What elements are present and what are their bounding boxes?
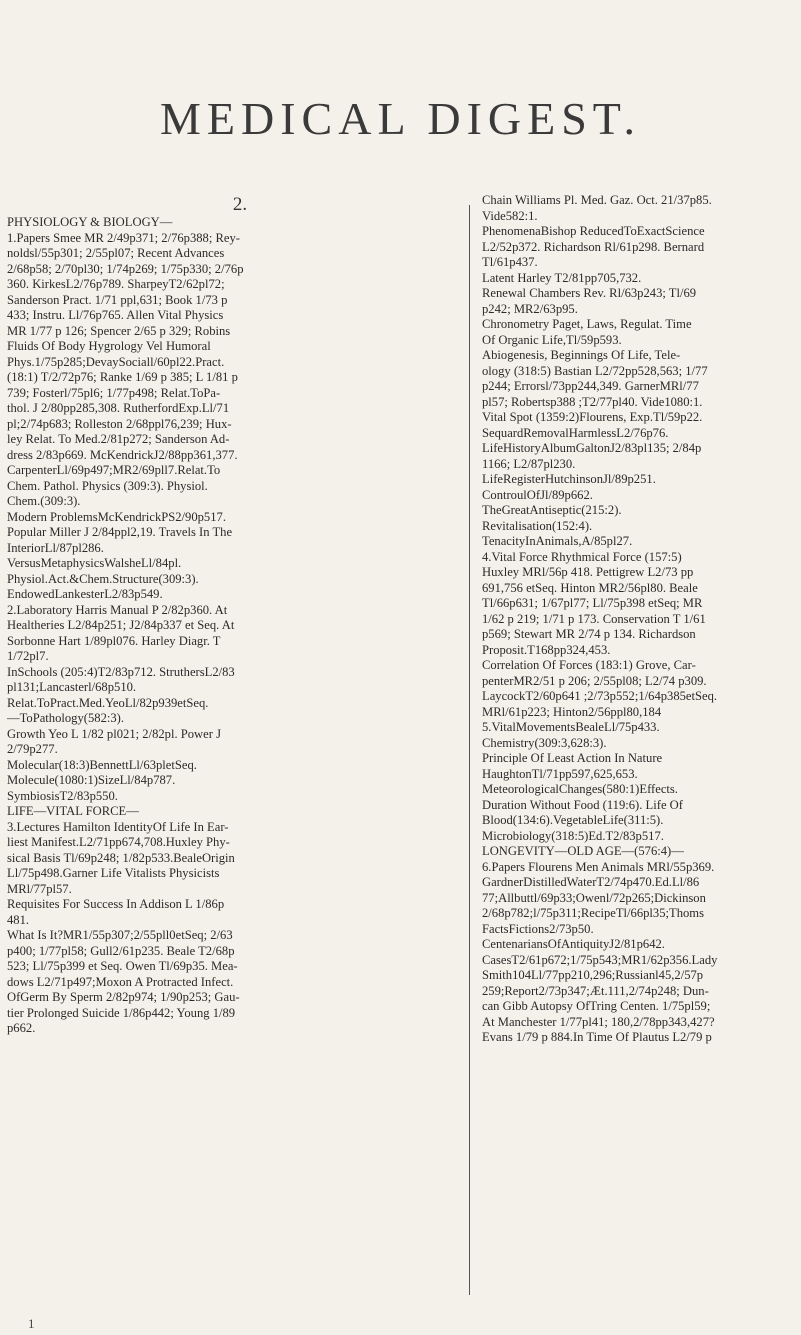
entry-line: 259;Report2/73p347;Æt.111,2/74p248; Dun- [482, 983, 709, 998]
index-entry [7, 820, 466, 898]
index-entry [7, 231, 466, 510]
entry-line: Latent Harley T2/81pp705,732. [482, 270, 642, 285]
entry-line: 77;Allbuttl/69p33;Owenl/72p265;Dickinson [482, 890, 706, 905]
index-entry [7, 758, 466, 774]
entry-line: ley Relat. To Med.2/81p272; Sanderson Ad- [7, 432, 230, 446]
entry-line: Chronometry Paget, Laws, Regulat. Time [482, 317, 692, 331]
entry-line: 481. [7, 912, 30, 927]
entry-line: CarpenterLl/69p497;MR2/69pll7.Relat.To [7, 463, 221, 477]
entry-line: liest Manifest.L2/71pp674,708.Huxley Phy- [7, 835, 230, 849]
entry-line: thol. J 2/80pp285,308. RutherfordExp.Ll/71 [7, 401, 230, 415]
index-entry [7, 510, 466, 557]
entry-line: p569; Stewart MR 2/74 p 134. Richardson [482, 627, 696, 641]
entry-line: Ll/75p498.Garner Life Vitalists Physicists [7, 866, 220, 880]
entry-line: 2/68p782;l/75p311;RecipeTl/66pl35;Thoms [482, 906, 705, 920]
index-entry [482, 503, 798, 519]
index-entry [7, 773, 466, 789]
index-entry [482, 193, 798, 224]
index-entry [482, 798, 798, 829]
entry-line: (18:1) T/2/72p76; Ranke 1/69 p 385; L 1/81 p [7, 370, 238, 384]
entry-line: Requisites For Success In Addison L 1/86p [7, 897, 225, 911]
entry-line: 1/72pl7. [7, 649, 49, 663]
entry-line: Vital Spot (1359:2)Flourens, Exp.Tl/59p22. [482, 410, 703, 424]
entry-line: penterMR2/51 p 206; 2/55pl08; L2/74 p309. [482, 673, 707, 688]
entry-line: Vide582:1. [482, 208, 538, 223]
entry-line: FactsFictions2/73p50. [482, 921, 594, 936]
entry-line: pl131;Lancasterl/68p510. [7, 680, 137, 694]
index-entry [482, 286, 798, 317]
entry-line: LifeRegisterHutchinsonJl/89p251. [482, 472, 656, 486]
section-number: 2. [232, 194, 248, 215]
entry-line: OfGerm By Sperm 2/82p974; 1/90p253; Gau- [7, 990, 240, 1004]
index-entry [7, 587, 466, 603]
entry-line: Tl/66p631; 1/67pl77; Ll/75p398 etSeq; MR [482, 596, 703, 610]
entry-line: 523; Ll/75p399 et Seq. Owen Tl/69p35. Mea- [7, 959, 238, 973]
index-entry [7, 665, 466, 696]
index-entry [482, 534, 798, 550]
entry-line: LONGEVITY—OLD AGE—(576:4)— [482, 844, 684, 858]
index-entry [482, 953, 798, 1046]
entry-line: What Is It?MR1/55p307;2/55pll0etSeq; 2/63 [7, 928, 233, 942]
entry-line: Chem. Pathol. Physics (309:3). Physiol. [7, 478, 208, 493]
entry-line: p400; 1/77pl58; Gull2/61p235. Beale T2/68p [7, 943, 235, 958]
entry-line: PHYSIOLOGY & BIOLOGY— [7, 215, 173, 229]
entry-line: GardnerDistilledWaterT2/74p470.Ed.Ll/86 [482, 875, 700, 889]
index-entry [7, 603, 466, 665]
entry-line: Chain Williams Pl. Med. Gaz. Oct. 21/37p85. [482, 193, 712, 207]
entry-line: VersusMetaphysicsWalsheLl/84pl. [7, 556, 182, 570]
entry-line: MRl/77pl57. [7, 881, 72, 896]
index-entry [482, 472, 798, 488]
entry-line: 739; Fosterl/75pl6; 1/77p498; Relat.ToPa- [7, 385, 221, 400]
entry-line: Proposit.T168pp324,453. [482, 642, 611, 657]
entry-line: At Manchester 1/77pl41; 180,2/78pp343,427? [482, 1014, 715, 1029]
page-title: MEDICAL DIGEST. [160, 93, 641, 144]
entry-line: InSchools (205:4)T2/83p712. StruthersL2/83 [7, 664, 235, 679]
entry-line: noldsl/55p301; 2/55pl07; Recent Advances [7, 246, 225, 260]
entry-line: 691,756 etSeq. Hinton MR2/56pl80. Beale [482, 580, 698, 595]
index-entry [7, 804, 466, 820]
entry-line: InteriorLl/87pl286. [7, 540, 104, 555]
entry-line: L2/52p372. Richardson Rl/61p298. Bernard [482, 239, 705, 254]
entry-line: 2/79p277. [7, 742, 58, 756]
index-entry [7, 727, 466, 758]
entry-line: Chemistry(309:3,628:3). [482, 735, 607, 750]
entry-line: Relat.ToPract.Med.YeoLl/82p939etSeq. [7, 695, 209, 710]
entry-line: Sorbonne Hart 1/89pl076. Harley Diagr. T [7, 633, 221, 648]
index-entry [482, 317, 798, 348]
entry-line: Growth Yeo L 1/82 pl021; 2/82pl. Power J [7, 726, 221, 741]
right-column [482, 193, 798, 1046]
entry-line: MeteorologicalChanges(580:1)Effects. [482, 782, 678, 796]
entry-line: dows L2/71p497;Moxon A Protracted Infect. [7, 974, 234, 989]
entry-line: Phys.1/75p285;DevaySociall/60pl22.Pract. [7, 354, 225, 369]
entry-line: Healtheries L2/84p251; J2/84p337 et Seq. At [7, 618, 235, 632]
entry-line: ology (318:5) Bastian L2/72pp528,563; 1/77 [482, 363, 708, 378]
entry-line: CentenariansOfAntiquityJ2/81p642. [482, 937, 665, 951]
index-entry [482, 550, 798, 659]
entry-line: Fluids Of Body Hygrology Vel Humoral [7, 339, 211, 353]
entry-line: Modern ProblemsMcKendrickPS2/90p517. [7, 509, 226, 524]
entry-line: Physiol.Act.&Chem.Structure(309:3). [7, 571, 199, 586]
index-entry [482, 782, 798, 798]
entry-line: Principle Of Least Action In Nature [482, 751, 663, 765]
entry-line: Of Organic Life,Tl/59p593. [482, 332, 622, 347]
entry-line: 6.Papers Flourens Men Animals MRl/55p369. [482, 859, 715, 874]
entry-line: 1.Papers Smee MR 2/49p371; 2/76p388; Rey- [7, 230, 240, 245]
entry-line: CasesT2/61p672;1/75p543;MR1/62p356.Lady [482, 952, 718, 967]
entry-line: HaughtonTl/71pp597,625,653. [482, 766, 638, 781]
index-entry [482, 410, 798, 441]
entry-line: Duration Without Food (119:6). Life Of [482, 797, 683, 812]
entry-line: LifeHistoryAlbumGaltonJ2/83pl135; 2/84p [482, 441, 702, 455]
index-entry [7, 696, 466, 727]
entry-line: can Gibb Autopsy OfTring Centen. 1/75pl59; [482, 999, 711, 1013]
entry-line: p244; Errorsl/73pp244,349. GarnerMRl/77 [482, 379, 699, 393]
entry-line: 433; Instru. Ll/76p765. Allen Vital Physics [7, 308, 224, 322]
entry-line: LIFE—VITAL FORCE— [7, 804, 139, 818]
entry-line: Correlation Of Forces (183:1) Grove, Car- [482, 658, 696, 672]
entry-line: 1166; L2/87pl230. [482, 456, 576, 471]
entry-line: LaycockT2/60p641 ;2/73p552;1/64p385etSeq. [482, 689, 718, 703]
entry-line: Microbiology(318:5)Ed.T2/83p517. [482, 828, 664, 843]
entry-line: Renewal Chambers Rev. Rl/63p243; Tl/69 [482, 286, 697, 300]
entry-line: Sanderson Pract. 1/71 ppl,631; Book 1/73 p [7, 292, 228, 307]
entry-line: p662. [7, 1021, 36, 1035]
entry-line: MR 1/77 p 126; Spencer 2/65 p 329; Robins [7, 323, 231, 338]
entry-line: 4.Vital Force Rhythmical Force (157:5) [482, 549, 682, 564]
left-column [7, 215, 466, 1037]
index-entry [482, 658, 798, 720]
entry-line: —ToPathology(582:3). [7, 711, 125, 725]
entry-line: TenacityInAnimals,A/85pl27. [482, 534, 633, 548]
entry-line: pl;2/74p683; Rolleston 2/68ppl76,239; Hux- [7, 416, 232, 431]
index-entry [482, 224, 798, 271]
entry-line: tier Prolonged Suicide 1/86p442; Young 1/89 [7, 1005, 236, 1020]
entry-line: Evans 1/79 p 884.In Time Of Plautus L2/79 p [482, 1030, 712, 1044]
index-entry [482, 441, 798, 472]
index-entry [7, 789, 466, 805]
index-entry [482, 860, 798, 938]
entry-line: 2/68p58; 2/70pl30; 1/74p269; 1/75p330; 2/76p [7, 261, 244, 276]
entry-line: pl57; Robertsp388 ;T2/77pl40. Vide1080:1. [482, 394, 703, 409]
page-number: 1 [28, 1316, 35, 1331]
entry-line: 5.VitalMovementsBealeLl/75p433. [482, 720, 660, 734]
entry-line: EndowedLankesterL2/83p549. [7, 587, 163, 601]
entry-line: TheGreatAntiseptic(215:2). [482, 503, 622, 517]
entry-line: MRl/61p223; Hinton2/56ppl80,184 [482, 704, 662, 719]
entry-line: ControulOfJl/89p662. [482, 487, 593, 502]
entry-line: 3.Lectures Hamilton IdentityOf Life In Ear- [7, 819, 229, 834]
entry-line: Chem.(309:3). [7, 494, 81, 508]
entry-line: SymbiosisT2/83p550. [7, 788, 118, 803]
index-entry [482, 736, 798, 752]
entry-line: dress 2/83p669. McKendrickJ2/88pp361,377. [7, 447, 238, 462]
index-entry [7, 215, 466, 231]
column-divider [469, 205, 470, 1295]
entry-line: 1/62 p 219; 1/71 p 173. Conservation T 1/61 [482, 611, 706, 626]
entry-line: Molecular(18:3)BennettLl/63pletSeq. [7, 757, 197, 772]
entry-line: Popular Miller J 2/84ppl2,19. Travels In The [7, 525, 233, 539]
entry-line: Smith104Ll/77pp210,296;Russianl45,2/57p [482, 968, 704, 982]
index-entry [482, 844, 798, 860]
index-entry [7, 897, 466, 928]
index-entry [482, 271, 798, 287]
entry-line: SequardRemovalHarmlessL2/76p76. [482, 425, 669, 440]
index-entry [482, 488, 798, 504]
entry-line: Tl/61p437. [482, 255, 538, 269]
entry-line: Molecule(1080:1)SizeLl/84p787. [7, 773, 176, 787]
entry-line: PhenomenaBishop ReducedToExactScience [482, 224, 705, 238]
entry-line: Abiogenesis, Beginnings Of Life, Tele- [482, 348, 681, 362]
index-entry [482, 348, 798, 410]
index-entry [482, 829, 798, 845]
entry-line: sical Basis Tl/69p248; 1/82p533.BealeOrigin [7, 850, 235, 865]
entry-line: 2.Laboratory Harris Manual P 2/82p360. At [7, 602, 228, 617]
index-entry [7, 572, 466, 588]
entry-line: 360. KirkesL2/76p789. SharpeyT2/62pl72; [7, 277, 225, 291]
entry-line: Blood(134:6).VegetableLife(311:5). [482, 813, 664, 827]
index-entry [7, 928, 466, 1037]
index-entry [482, 937, 798, 953]
index-entry [482, 720, 798, 736]
index-entry [482, 519, 798, 535]
entry-line: Huxley MRl/56p 418. Pettigrew L2/73 pp [482, 565, 694, 579]
index-entry [482, 751, 798, 782]
entry-line: p242; MR2/63p95. [482, 301, 578, 316]
index-entry [7, 556, 466, 572]
entry-line: Revitalisation(152:4). [482, 518, 593, 533]
